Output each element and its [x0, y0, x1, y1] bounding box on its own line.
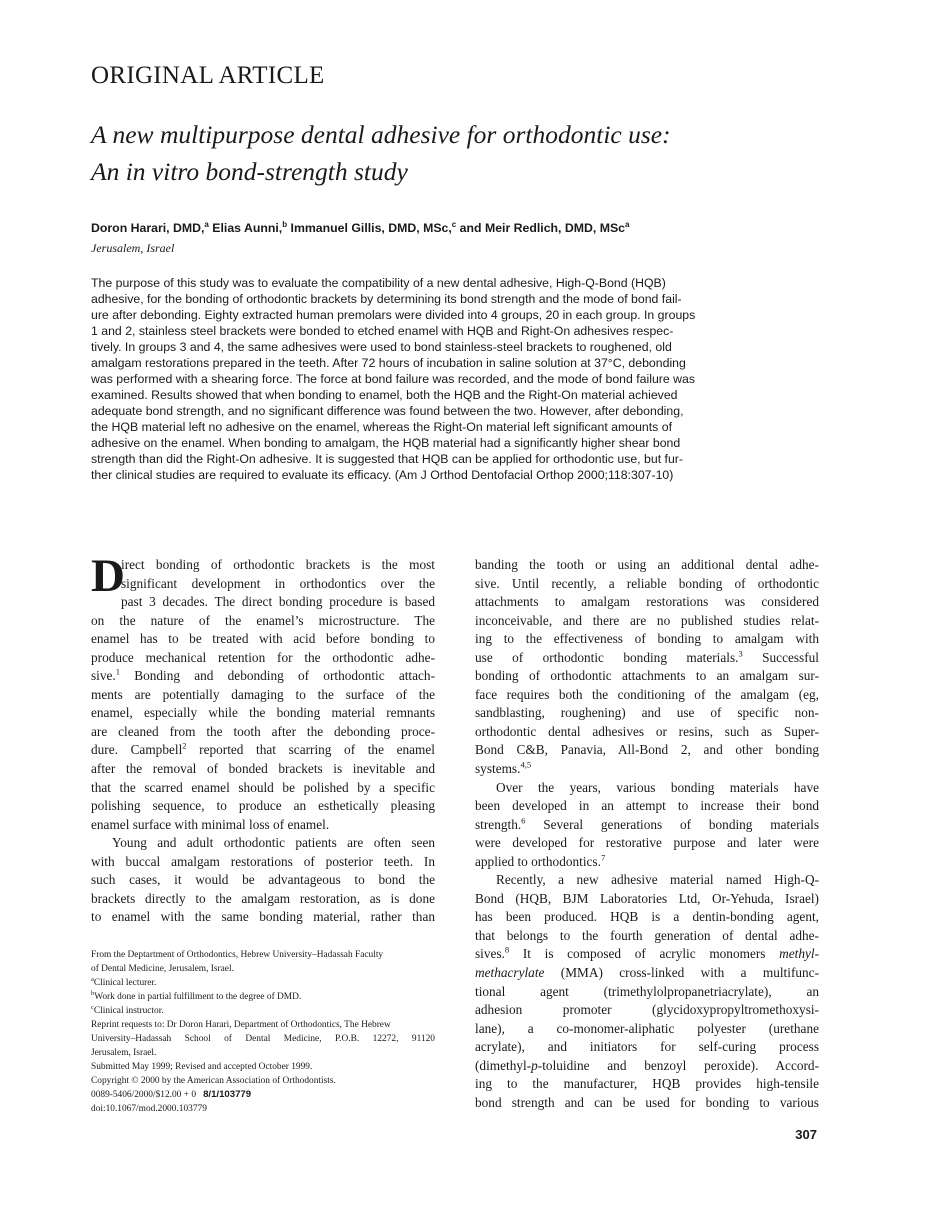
abstract-line: adhesive, for the bonding of orthodontic brackets by determining its bond strength and the mode of bond fail-: [91, 292, 682, 306]
body-paragraph: [475, 871, 819, 1112]
body-line: been developed in an attempt to increase their bond: [475, 798, 819, 814]
body-line: ments are potentially damaging to the surface of the: [91, 686, 435, 702]
body-line: orthodontic dental adhesives or resins, such as Super-: [475, 723, 819, 739]
abstract-line: The purpose of this study was to evaluate the compatibility of a new dental adhesive, High-Q-Bond (HQB): [91, 276, 666, 290]
body-line: with buccal amalgam restorations of posterior teeth. In: [91, 853, 435, 869]
body-line: Over the years, various bonding materials have: [496, 779, 819, 795]
text-run-italic: p: [531, 1057, 538, 1073]
abstract-line: 1 and 2, stainless steel brackets were bonded to etched enamel with HQB and Right-On adhesives respec-: [91, 324, 674, 338]
footnote-line: Jerusalem, Israel.: [91, 1048, 157, 1058]
body-line: [475, 945, 819, 964]
body-line: [475, 760, 819, 779]
body-paragraph: [91, 550, 435, 834]
footnote-line: [91, 990, 435, 1004]
abstract-line: strength than did the Right-On adhesive. It is suggested that HQB can be applied for orthodontic use, but fur-: [91, 452, 683, 466]
body-line: Bond (HQB, BJM Laboratories Ltd, Or-Yehuda, Israel): [475, 890, 819, 906]
body-line: sive. Until recently, a reliable bonding of orthodontic: [475, 575, 819, 591]
body-line: [91, 667, 435, 686]
body-line: [475, 816, 819, 835]
body-paragraph: [91, 834, 435, 927]
text-run: Successful: [742, 649, 819, 665]
body-line: inconceivable, and there are no published studies relat-: [475, 612, 819, 628]
body-paragraph: [475, 556, 819, 779]
footnote-line: Copyright © 2000 by the American Association of Orthodontists.: [91, 1076, 336, 1086]
footnote-line: Submitted May 1999; Revised and accepted October 1999.: [91, 1062, 313, 1072]
body-line: irect bonding of orthodontic brackets is the most: [121, 557, 435, 572]
body-line: has been produced. HQB is a dentin-bonding agent,: [475, 909, 819, 925]
article-code: 8/1/103779: [203, 1089, 252, 1100]
body-line: polishing sequence, to produce an esthetically pleasing: [91, 798, 435, 814]
footnote-mark: c: [91, 1003, 94, 1011]
body-line: [475, 1057, 819, 1076]
body-line: attachments to amalgam restorations was considered: [475, 594, 819, 610]
footnote-mark: a: [91, 975, 94, 983]
body-line: [475, 649, 819, 668]
author-list: [91, 220, 629, 235]
text-run: (MMA) cross-linked with a multifunc-: [544, 965, 819, 981]
body-line: that the scarred enamel should be polished by a specific: [91, 779, 435, 795]
citation-ref[interactable]: 2: [182, 741, 187, 752]
body-line: enamel surface with minimal loss of enamel.: [91, 816, 330, 832]
body-line: sandblasting, roughening) and use of specific non-: [475, 705, 819, 721]
body-line: were developed for restorative purpose and later were: [475, 835, 819, 851]
body-line: such cases, it would be advantageous to bond the: [91, 872, 435, 888]
text-run-italic: methacrylate: [475, 965, 545, 981]
text-run: (dimethyl-: [475, 1057, 532, 1073]
abstract-line: was performed with a shearing force. The force at bond failure was recorded, and the mode of bond failure was: [91, 372, 696, 386]
text-run: use of orthodontic bonding materials.: [475, 649, 739, 665]
abstract-line: examined. Results showed that when bonding to enamel, both the HQB and the Right-On material achieved: [91, 388, 678, 402]
body-line: tional agent (trimethylolpropanetriacrylate), an: [475, 983, 819, 999]
body-line: significant development in orthodontics over the: [121, 575, 435, 591]
abstract-line: amalgam restorations prepared in the teeth. After 72 hours of incubation in saline solution at 37°C, debonding: [91, 356, 686, 370]
footnote-mark: b: [91, 989, 95, 997]
doi-line[interactable]: doi:10.1067/mod.2000.103779: [91, 1104, 207, 1114]
body-line: to enamel with the same bonding material, rather than: [91, 909, 435, 925]
text-run: Bonding and debonding of orthodontic attach-: [120, 668, 435, 684]
author-name: and Meir Redlich, DMD, MSc: [456, 221, 626, 236]
citation-ref[interactable]: 8: [504, 945, 510, 956]
citation-ref[interactable]: 7: [600, 852, 606, 863]
affiliation-mark: c: [451, 220, 457, 229]
citation-ref[interactable]: 6: [521, 815, 526, 826]
title-line: An in vitro bond-strength study: [91, 157, 408, 186]
text-run: Clinical lecturer.: [93, 978, 157, 988]
body-line: banding the tooth or using an additional dental adhe-: [475, 557, 819, 572]
text-run: Clinical instructor.: [93, 1006, 164, 1016]
affiliation-mark: b: [282, 220, 288, 229]
footnote-line: [91, 1088, 435, 1102]
body-line: Recently, a new adhesive material named High-Q-: [496, 872, 819, 888]
page-number: 307: [795, 1127, 817, 1142]
footnote-line: [91, 976, 435, 990]
abstract: [91, 275, 831, 483]
citation-ref[interactable]: 1: [115, 666, 120, 677]
body-line: Young and adult orthodontic patients are often seen: [112, 835, 435, 851]
body-line: past 3 decades. The direct bonding procedure is based: [121, 594, 435, 610]
abstract-line: tively. In groups 3 and 4, the same adhesives were used to bond stainless-steel brackets to roughened, old: [91, 340, 672, 354]
text-run: reported that scarring of the enamel: [186, 742, 435, 758]
body-line: face requires both the conditioning of the amalgam (eg,: [475, 686, 819, 702]
author-name: Immanuel Gillis, DMD, MSc,: [287, 221, 452, 236]
body-line: adhesion promoter (glycidoxypropyltromethoxysi-: [475, 1002, 819, 1018]
text-run: Several generations of bonding materials: [525, 816, 819, 832]
body-line: on the nature of the enamel’s microstructure. The: [91, 612, 435, 628]
body-line: enamel, especially while the bonding material remnants: [91, 705, 435, 721]
affiliation-mark: a: [204, 220, 209, 229]
text-run: sives.: [475, 946, 505, 962]
text-run: sive.: [91, 668, 116, 684]
body-line: ing to the effectiveness of bonding to amalgam with: [475, 631, 819, 647]
body-line: [91, 741, 435, 760]
text-run: Work done in partial fulfillment to the degree of DMD.: [94, 992, 302, 1002]
body-line: that belongs to the fourth generation of dental adhe-: [475, 927, 819, 943]
body-paragraph: [475, 779, 819, 872]
text-run: dure. Campbell: [91, 742, 183, 758]
body-line: ing to the manufacturer, HQB provides high-tensile: [475, 1076, 819, 1092]
body-line: brackets directly to the amalgam restoration, as is done: [91, 890, 435, 906]
abstract-line: ure after debonding. Eighty extracted human premolars were divided into 4 groups, 20 in each group. In groups: [91, 308, 696, 322]
abstract-line: ther clinical studies are required to evaluate its efficacy. (Am J Orthod Dentofacial Orthop 2000;118:307-10): [91, 468, 674, 482]
text-run: systems.: [475, 761, 521, 777]
text-run: applied to orthodontics.: [475, 853, 601, 869]
body-line: bonding of orthodontic attachments to an amalgam sur-: [475, 668, 819, 684]
body-line: Bond C&B, Panavia, All-Bond 2, and other bonding: [475, 742, 819, 758]
citation-ref[interactable]: 3: [738, 648, 743, 659]
text-run: strength.: [475, 816, 522, 832]
body-line: [475, 853, 819, 872]
abstract-line: adequate bond strength, and no significant difference was found between the two. However, after debonding,: [91, 404, 684, 418]
text-run: -toluidine and benzoyl peroxide). Accord-: [537, 1057, 819, 1073]
text-run-italic: methyl-: [779, 946, 819, 962]
author-name: Elias Aunni,: [208, 221, 283, 236]
body-line: lane), a co-monomer-aliphatic polyester (urethane: [475, 1020, 819, 1036]
text-run: 0089-5406/2000/$12.00 + 0: [91, 1090, 197, 1100]
text-run: It is composed of acrylic monomers: [509, 946, 780, 962]
body-line: bond strength and can be used for bonding to various: [475, 1094, 819, 1110]
body-line: produce mechanical retention for the orthodontic adhe-: [91, 649, 435, 665]
abstract-line: adhesive on the enamel. When bonding to amalgam, the HQB material had a significantly higher shear bond: [91, 436, 681, 450]
footnote-line: of Dental Medicine, Jerusalem, Israel.: [91, 964, 234, 974]
article-title: [91, 116, 831, 190]
author-location: Jerusalem, Israel: [91, 241, 175, 255]
footnotes: [91, 948, 435, 1116]
footnote-line: University–Hadassah School of Dental Medicine, P.O.B. 12272, 91120: [91, 1034, 435, 1044]
body-line: enamel has to be treated with acid before bonding to: [91, 631, 435, 647]
title-line: A new multipurpose dental adhesive for orthodontic use:: [91, 120, 671, 149]
affiliation-mark: a: [625, 220, 630, 229]
body-column-left: [91, 550, 435, 927]
section-label: ORIGINAL ARTICLE: [91, 62, 325, 89]
footnote-line: [91, 1004, 435, 1018]
footnote-line: From the Deptartment of Orthodontics, Hebrew University–Hadassah Faculty: [91, 950, 384, 960]
body-line: after the removal of bonded brackets is inevitable and: [91, 761, 435, 777]
drop-cap: D: [91, 550, 125, 602]
body-line: are cleaned from the tooth after the debonding proce-: [91, 723, 435, 739]
author-name: Doron Harari, DMD,: [91, 221, 205, 236]
body-column-right: [475, 556, 819, 1112]
body-line: [475, 964, 819, 983]
citation-ref[interactable]: 4,5: [520, 759, 532, 770]
footnote-line: Reprint requests to: Dr Doron Harari, Department of Orthodontics, The Hebrew: [91, 1020, 391, 1030]
abstract-line: the HQB material left no adhesive on the enamel, whereas the Right-On material left significant amounts of: [91, 420, 672, 434]
body-line: acrylate), and initiators for self-curing process: [475, 1039, 819, 1055]
